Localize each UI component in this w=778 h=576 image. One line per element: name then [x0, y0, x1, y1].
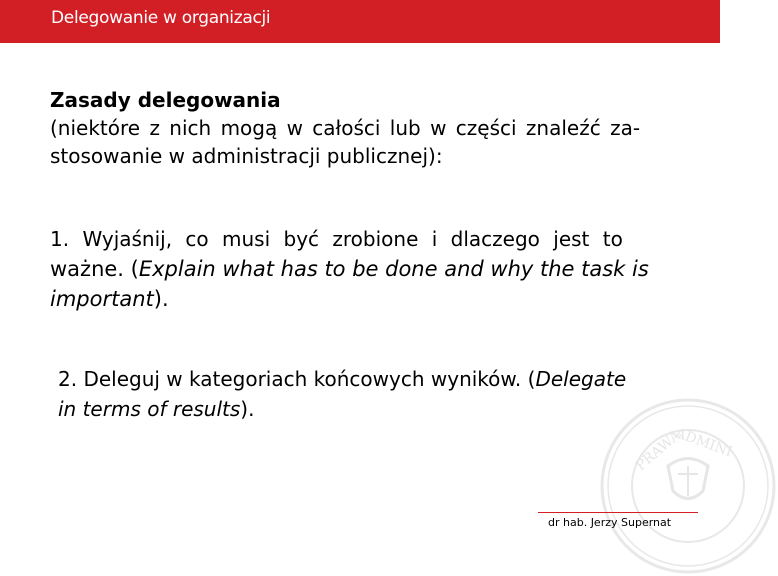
university-seal-watermark: [598, 396, 778, 576]
intro-line-2: stosowanie w administracji publicznej):: [50, 144, 443, 168]
slide-title: Delegowanie w organizacji: [51, 8, 271, 28]
principle-1-english: Explain what has to be done and why the task is: [138, 257, 649, 281]
footer-divider: [538, 512, 698, 513]
footer-author: dr hab. Jerzy Supernat: [548, 516, 672, 529]
principle-2-english: Delegate: [535, 367, 627, 391]
principle-1: [50, 224, 658, 314]
header-bar: [0, 0, 720, 43]
intro-line-1: (niektóre z nich mogą w całości lub w części znaleźć za-: [50, 116, 641, 140]
principle-1-line-1: 1. Wyjaśnij, co musi być zrobione i dlaczego jest to: [50, 227, 623, 251]
principle-1-line-2: ważne. (Explain what has to be done and why the task is: [50, 257, 649, 281]
intro-block: [50, 86, 662, 170]
principle-1-line-3: important).: [50, 287, 169, 311]
principle-2-line-1: 2. Deleguj w kategoriach końcowych wyników. (Delegate: [58, 367, 627, 391]
section-heading: Zasady delegowania: [50, 88, 281, 112]
svg-text:ADMINI: ADMINI: [673, 425, 735, 461]
svg-text:PRAWA: PRAWA: [632, 427, 684, 475]
principle-2-line-2: in terms of results).: [58, 397, 255, 421]
principle-2: [58, 364, 668, 424]
